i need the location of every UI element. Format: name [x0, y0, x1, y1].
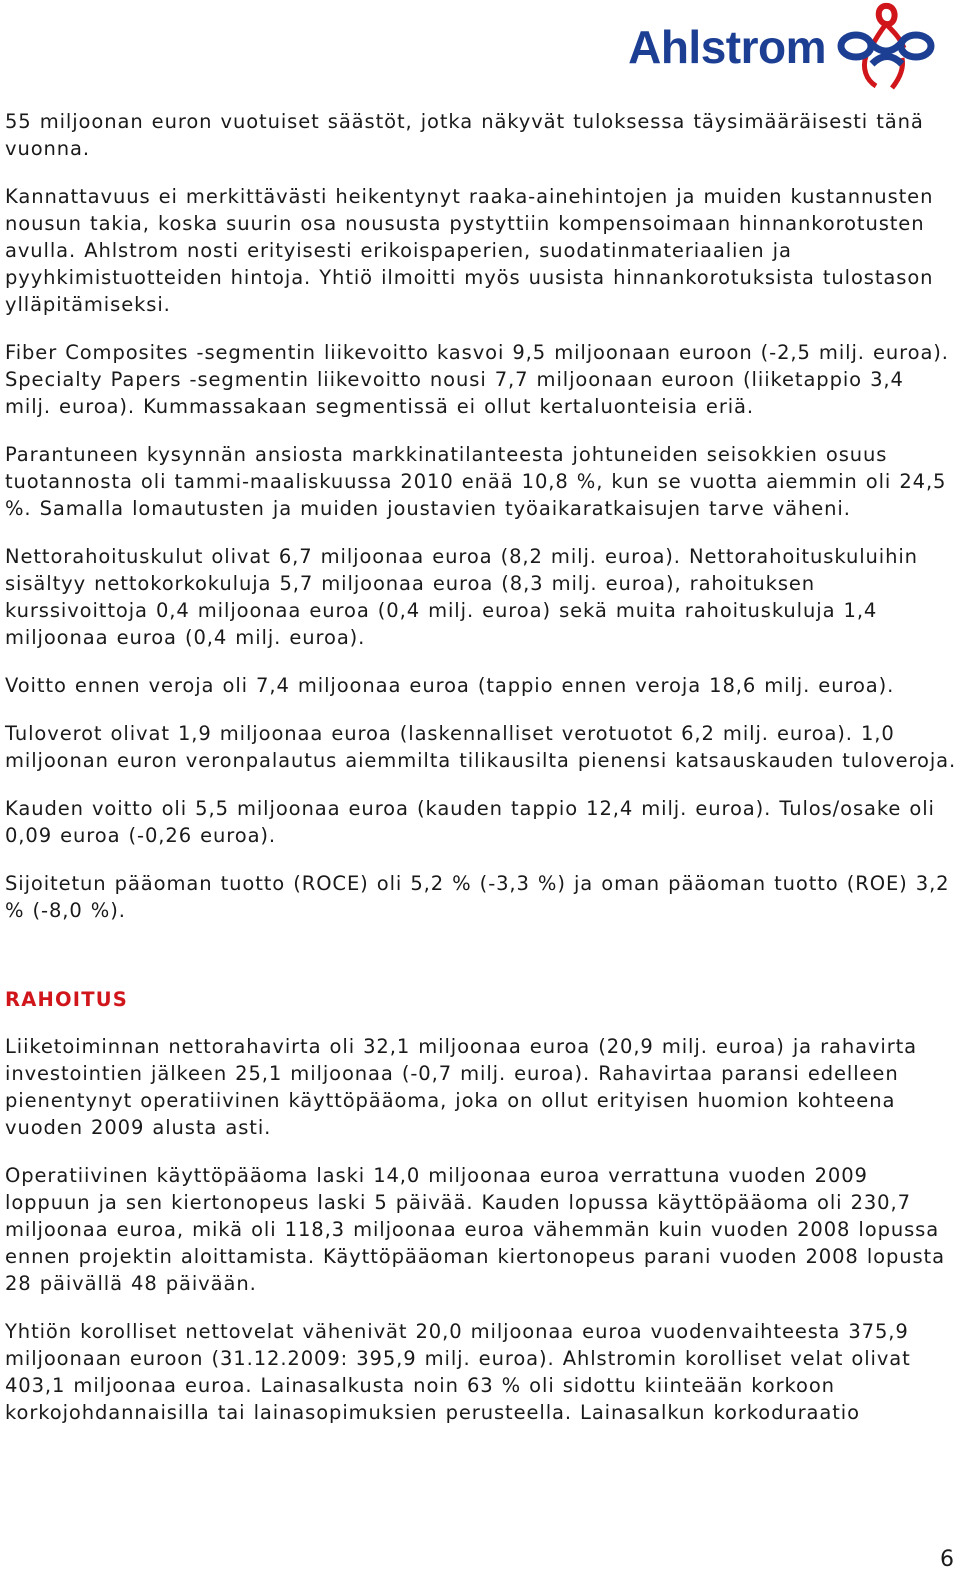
body-paragraph: Liiketoiminnan nettorahavirta oli 32,1 miljoonaa euroa (20,9 milj. euroa) ja rahavirta investointien jälkeen 25,1 miljoonaa (-0,7 milj. euroa). Rahavirtaa paransi edelleen pienentynyt operatiivinen käyttöpääoma, joka on ollut erityisen huomion kohteena vuoden 2009 alusta asti. [5, 1035, 918, 1139]
body-paragraph: 55 miljoonan euron vuotuiset säästöt, jotka näkyvät tuloksessa täysimääräisesti tänä vuonna. [5, 110, 924, 160]
page-number: 6 [940, 1547, 954, 1572]
body-paragraph: Operatiivinen käyttöpääoma laski 14,0 miljoonaa euroa verrattuna vuoden 2009 loppuun ja sen kiertonopeus laski 5 päivää. Kauden lopussa käyttöpääoma oli 230,7 miljoonaa euroa, mikä oli 118,3 miljoonaa euroa vähemmän kuin vuoden 2008 lopussa ennen projektin aloittamista. Käyttöpääoman kiertonopeus parani vuoden 2008 lopusta 28 päivällä 48 päivään. [5, 1164, 945, 1295]
company-logo [628, 2, 936, 92]
section-heading: RAHOITUS [5, 988, 129, 1011]
ahlstrom-knot-icon [836, 2, 936, 92]
body-paragraph: Parantuneen kysynnän ansiosta markkinatilanteesta johtuneiden seisokkien osuus tuotannosta oli tammi-maaliskuussa 2010 enää 10,8 %, kun se vuotta aiemmin oli 24,5 %. Samalla lomautusten ja muiden joustavien työaikaratkaisujen tarve väheni. [5, 443, 947, 520]
body-paragraph: Fiber Composites -segmentin liikevoitto kasvoi 9,5 miljoonaan euroon (-2,5 milj. euroa). Specialty Papers -segmentin liikevoitto nousi 7,7 miljoonaan euroon (liiketappio 3,4 milj. euroa). Kummassakaan segmentissä ei ollut kertaluonteisia eriä. [5, 341, 949, 418]
body-paragraph: Kannattavuus ei merkittävästi heikentynyt raaka-ainehintojen ja muiden kustannusten nousun takia, koska suurin osa noususta pystyttiin kompensoimaan hinnankorotusten avulla. Ahlstrom nosti erityisesti erikoispaperien, suodatinmateriaalien ja pyyhkimistuotteiden hintoja. Yhtiö ilmoitti myös uusista hinnankorotuksista tulostason ylläpitämiseksi. [5, 185, 934, 316]
logo-wordmark: Ahlstrom [628, 21, 826, 73]
body-paragraph: Sijoitetun pääoman tuotto (ROCE) oli 5,2 % (-3,3 %) ja oman pääoman tuotto (ROE) 3,2 % (-8,0 %). [5, 872, 950, 922]
body-paragraph: Nettorahoituskulut olivat 6,7 miljoonaa euroa (8,2 milj. euroa). Nettorahoituskuluihin sisältyy nettokorkokuluja 5,7 miljoonaa euroa (8,3 milj. euroa), rahoituksen kurssivoittoja 0,4 miljoonaa euroa (0,4 milj. euroa) sekä muita rahoituskuluja 1,4 miljoonaa euroa (0,4 milj. euroa). [5, 545, 918, 649]
body-paragraph: Tuloverot olivat 1,9 miljoonaa euroa (laskennalliset verotuotot 6,2 milj. euroa). 1,0 miljoonan euron veronpalautus aiemmilta tilikausilta pienensi katsauskauden tuloveroja. [5, 722, 957, 772]
document-body [5, 108, 957, 1447]
body-paragraph: Kauden voitto oli 5,5 miljoonaa euroa (kauden tappio 12,4 milj. euroa). Tulos/osake oli 0,09 euroa (-0,26 euroa). [5, 797, 935, 847]
body-paragraph: Yhtiön korolliset nettovelat vähenivät 20,0 miljoonaa euroa vuodenvaihteesta 375,9 miljoonaan euroon (31.12.2009: 395,9 milj. euroa). Ahlstromin korolliset velat olivat 403,1 miljoonaa euroa. Lainasalkusta noin 63 % oli sidottu kiinteään korkoon korkojohdannaisilla tai lainasopimuksien perusteella. Lainasalkun korkoduraatio [5, 1320, 911, 1424]
body-paragraph: Voitto ennen veroja oli 7,4 miljoonaa euroa (tappio ennen veroja 18,6 milj. euroa). [5, 674, 895, 697]
